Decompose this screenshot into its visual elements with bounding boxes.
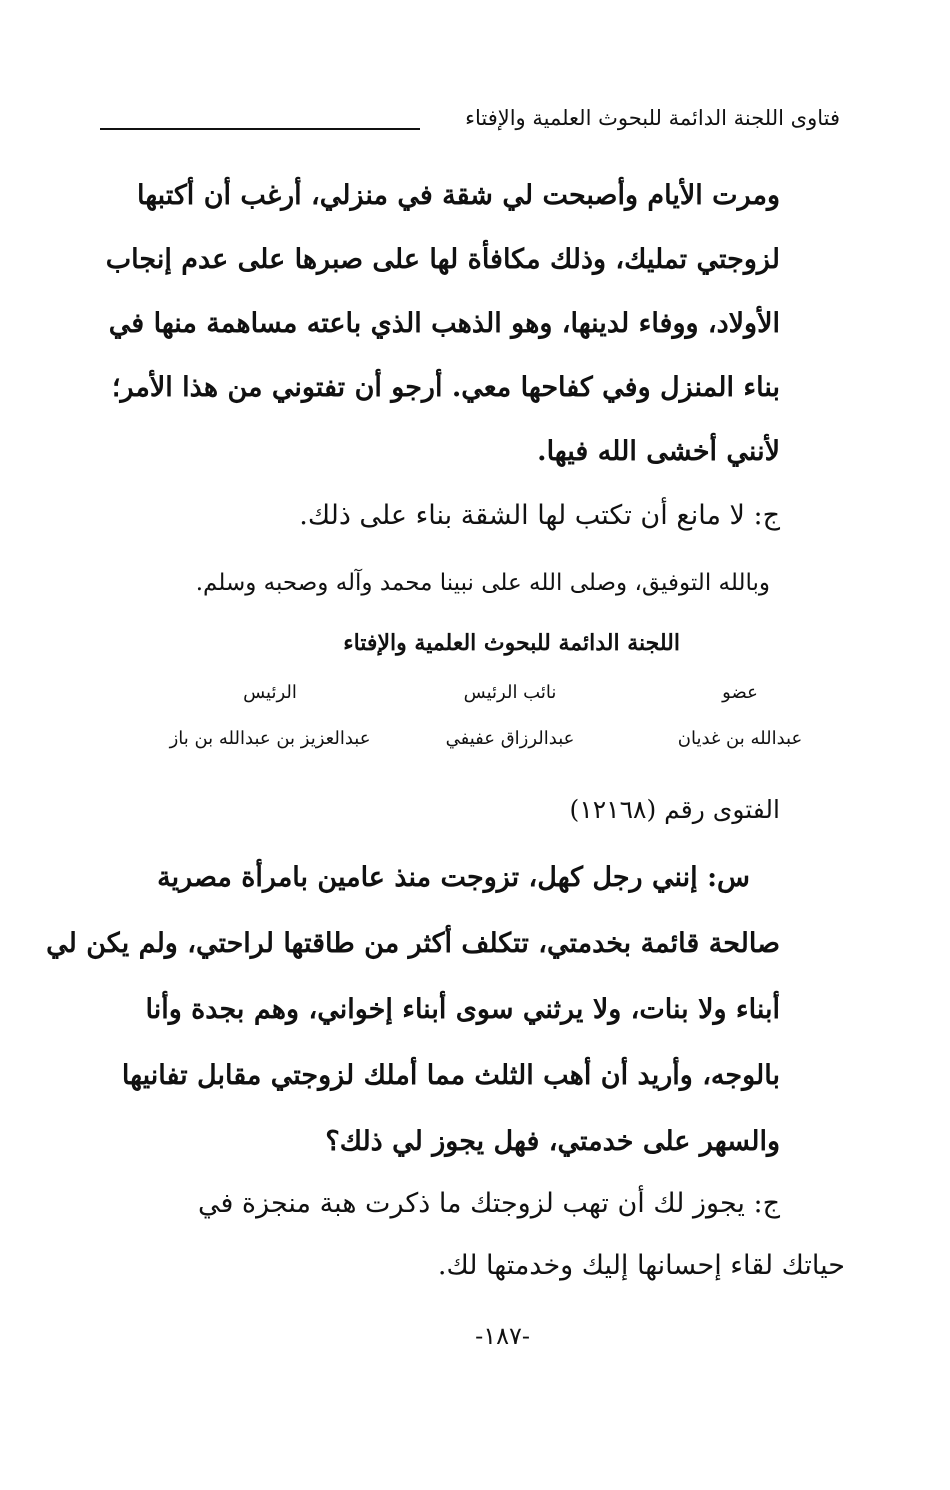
member-1-name: عبدالله بن غديان — [677, 728, 803, 749]
answer1: ج: لا مانع أن تكتب لها الشقة بناء على ذلك. — [299, 500, 780, 531]
member-1-role: عضو — [722, 682, 758, 703]
member-3-role: الرئيس — [243, 682, 297, 703]
member-3-name: عبدالعزيز بن عبدالله بن باز — [169, 728, 371, 749]
question2-line-4: بالوجه، وأريد أن أهب الثلث مما أملك لزوجتي مقابل تفانيها — [121, 1060, 780, 1091]
committee-name: اللجنة الدائمة للبحوث العلمية والإفتاء — [343, 630, 680, 656]
member-2-role: نائب الرئيس — [463, 682, 557, 703]
page-number: -١٨٧- — [475, 1322, 530, 1350]
answer2-line-2: حياتك لقاء إحسانها إليك وخدمتها لك. — [437, 1250, 845, 1281]
question2-line-5: والسهر على خدمتي، فهل يجوز لي ذلك؟ — [325, 1126, 780, 1157]
closing-formula: وبالله التوفيق، وصلى الله على نبينا محمد وآله وصحبه وسلم. — [195, 570, 770, 596]
header-rule — [100, 128, 420, 130]
answer2-line-1: ج: يجوز لك أن تهب لزوجتك ما ذكرت هبة منجزة في — [197, 1188, 780, 1219]
header-title: فتاوى اللجنة الدائمة للبحوث العلمية والإفتاء — [465, 106, 840, 130]
question1-line-2: لزوجتي تمليك، وذلك مكافأة لها على صبرها على عدم إنجاب — [105, 244, 780, 275]
question2-line-2: صالحة قائمة بخدمتي، تتكلف أكثر من طاقتها لراحتي، ولم يكن لي — [46, 928, 780, 959]
running-header — [100, 100, 840, 140]
question2-line-1: س: إنني رجل كهل، تزوجت منذ عامين بامرأة مصرية — [157, 862, 750, 893]
question1-line-5: لأنني أخشى الله فيها. — [537, 436, 780, 467]
question2-line-3: أبناء ولا بنات، ولا يرثني سوى أبناء إخواني، وهم بجدة وأنا — [145, 994, 780, 1025]
question1-line-3: الأولاد، ووفاء لدينها، وهو الذهب الذي باعته مساهمة منها في — [108, 308, 780, 339]
member-2-name: عبدالرزاق عفيفي — [445, 728, 575, 749]
fatwa-number: الفتوى رقم (١٢١٦٨) — [569, 795, 780, 824]
question1-line-1: ومرت الأيام وأصبحت لي شقة في منزلي، أرغب أن أكتبها — [136, 180, 780, 211]
question1-line-4: بناء المنزل وفي كفاحها معي. أرجو أن تفتوني من هذا الأمر؛ — [111, 372, 780, 403]
